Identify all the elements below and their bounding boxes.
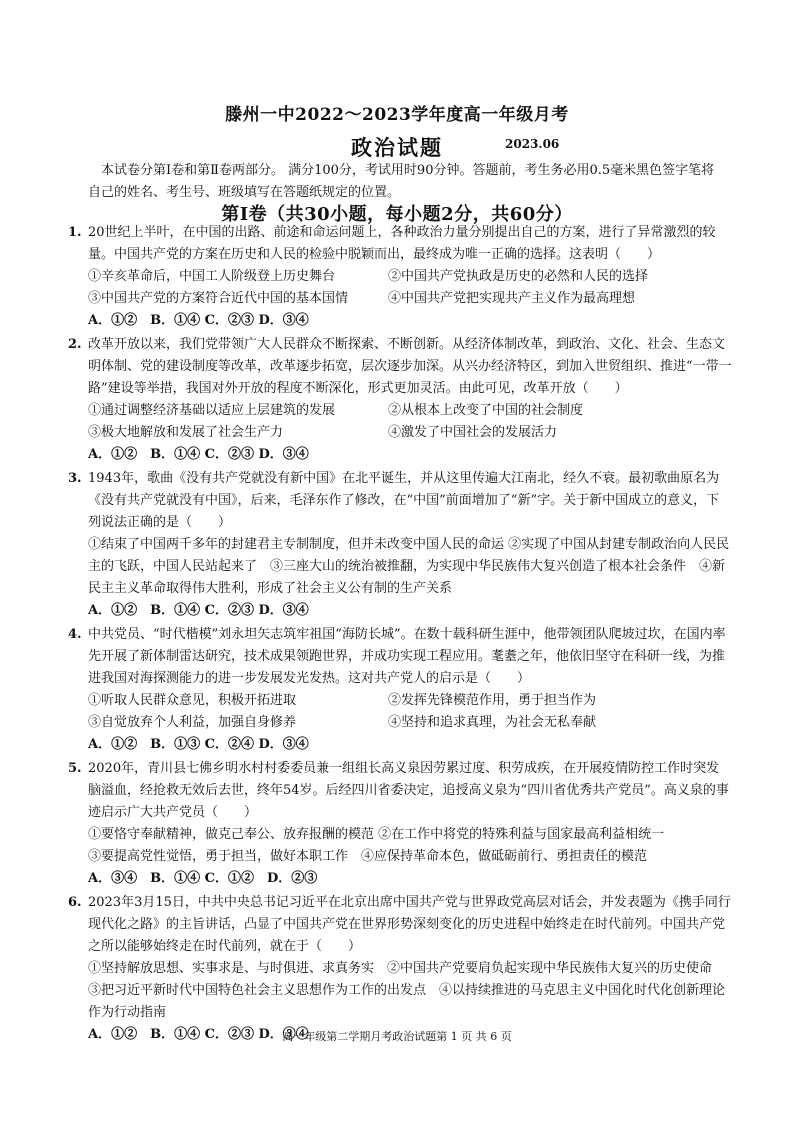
- option: ④中国共产党把实现共产主义作为最高理想: [388, 291, 636, 306]
- exam-instructions: 本试卷分第Ⅰ卷和第Ⅱ卷两部分。 满分100分，考试用时90分钟。答题前，考生务必用0.5毫米黑色签字笔将自己的姓名、考生号、班级填写在答题纸规定的位置。: [88, 163, 715, 200]
- question-stem: 2020年，青川县七佛乡明水村村委委员兼一组组长高义泉因劳累过度、积劳成疾，在开展疫情防控工作时突发脑溢血，经抢救无效后去世，终年54岁。后经四川省委决定，追授高义泉为“四川省优秀共产党员”。高义泉的事迹启示广大共产党员（ ）: [88, 761, 729, 820]
- question-stem: 改革开放以来，我们党带领广大人民群众不断探索、不断创新。从经济体制改革，到政治、文化、社会、生态文明体制、党的建设制度等改革，改革逐步拓宽，层次逐步加深。从兴办经济特区，到加入世贸组织、推进“一带一路”建设等举措，我国对外开放的程度不断深化，形式更加灵活。由此可见，改革开放（ ）: [88, 337, 732, 396]
- question-number: 1.: [68, 225, 82, 240]
- option: ③中国共产党的方案符合近代中国的基本国情: [88, 291, 349, 306]
- question-number: 4.: [68, 627, 82, 642]
- answer-choices: A．①② B．①④ C．②③ D．③④: [88, 447, 309, 462]
- page-footer: 高一年级第二学期月考政治试题第 1 页 共 6 页: [282, 1030, 512, 1043]
- option: ②从根本上改变了中国的社会制度: [388, 403, 584, 418]
- option: ②发挥先锋模范作用，勇于担当作为: [388, 693, 597, 708]
- question-number: 5.: [68, 761, 82, 776]
- option: ②中国共产党执政是历史的必然和人民的选择: [388, 269, 649, 284]
- option: ③极大地解放和发展了社会生产力: [88, 425, 284, 440]
- option: ①辛亥革命后，中国工人阶级登上历史舞台: [88, 269, 336, 284]
- question-number: 3.: [68, 471, 82, 486]
- answer-choices: A．①② B．①③ C．②④ D．③④: [88, 737, 309, 752]
- question-number: 6.: [68, 895, 82, 910]
- exam-subtitle: [0, 132, 794, 162]
- question-stem: 20世纪上半叶，在中国的出路、前途和命运问题上，各种政治力量分别提出自己的方案，进行了异常激烈的较量。中国共产党的方案在历史和人民的检验中脱颖而出，最终成为唯一正确的选择。这表明（ ）: [88, 225, 716, 262]
- question-number: 2.: [68, 337, 82, 352]
- question: [68, 468, 732, 622]
- option: ③要提高党性觉悟，勇于担当，做好本职工作: [88, 849, 349, 864]
- option: ④应保持革命本色，做砥砺前行、勇担责任的模范: [361, 849, 648, 864]
- subject-name: 政治试题: [351, 135, 443, 160]
- answer-choices: A．①② B．①④ C．②③ D．③④: [88, 313, 309, 328]
- question: [68, 758, 732, 890]
- option: ④激发了中国社会的发展活力: [388, 425, 558, 440]
- question: [68, 222, 732, 332]
- option: ①听取人民群众意见，积极开拓进取: [88, 693, 297, 708]
- question: [68, 624, 732, 756]
- option: ④坚持和追求真理，为社会无私奉献: [388, 715, 597, 730]
- answer-choices: A．①② B．①④ C．②③ D．③④: [88, 1027, 309, 1042]
- exam-title: 滕州一中2022～2023学年度高一年级月考: [225, 105, 569, 125]
- answer-choices: A．③④ B．①④ C．①② D．②③: [88, 871, 318, 886]
- option: ①通过调整经济基础以适应上层建筑的发展: [88, 403, 336, 418]
- question: [68, 892, 732, 1046]
- option: ②在工作中将党的特殊利益与国家最高利益相统一: [378, 827, 665, 842]
- question-stem: 2023年3月15日，中共中央总书记习近平在北京出席中国共产党与世界政党高层对话会，并发表题为《携手同行现代化之路》的主旨讲话，凸显了中国共产党在世界形势深刻变化的历史进程中始终走在时代前列。中国共产党之所以能够始终走在时代前列，就在于（ ）: [88, 895, 731, 954]
- answer-choices: A．①② B．①④ C．②③ D．③④: [88, 603, 309, 618]
- options-paragraph: ①坚持解放思想、实事求是、与时俱进、求真务实 ②中国共产党要肩负起实现中华民族伟大复兴的历史使命 ③把习近平新时代中国特色社会主义思想作为工作的出发点 ④以持续推进的马克思主义中国化时代化创新理论作为行动指南: [88, 961, 726, 1020]
- question-list: [68, 222, 732, 1046]
- question-stem: 1943年，歌曲《没有共产党就没有新中国》在北平诞生，并从这里传遍大江南北，经久不衰。最初歌曲原名为《没有共产党就没有中国》，后来，毛泽东作了修改，在“中国”前面增加了“新”字。关于新中国成立的意义，下列说法正确的是（ ）: [88, 471, 720, 530]
- option: ③自觉放弃个人利益，加强自身修养: [88, 715, 297, 730]
- exam-date: 2023.06: [505, 137, 560, 151]
- section-title: 第Ⅰ卷（共30小题，每小题2分，共60分）: [221, 204, 573, 225]
- option: ①要恪守奉献精神，做克己奉公、放弃报酬的模范: [88, 827, 375, 842]
- question-stem: 中共党员、“时代楷模”刘永坦矢志筑牢祖国“海防长城”。在数十载科研生涯中，他带领团队爬坡过坎，在国内率先开展了新体制雷达研究，技术成果领跑世界，并成功实现工程应用。耄耋之年，他依旧坚守在科研一线，为推进我国对海探测能力的进一步发展发光发热。这对共产党人的启示是（ ）: [88, 627, 726, 686]
- question: [68, 334, 732, 466]
- options-paragraph: ①结束了中国两千多年的封建君主专制制度，但并未改变中国人民的命运 ②实现了中国从封建专制政治向人民民主的飞跃，中国人民站起来了 ③三座大山的统治被推翻，为实现中华民族伟大复兴创造了根本社会条件 ④新民主主义革命取得伟大胜利，形成了社会主义公有制的生产关系: [88, 537, 730, 596]
